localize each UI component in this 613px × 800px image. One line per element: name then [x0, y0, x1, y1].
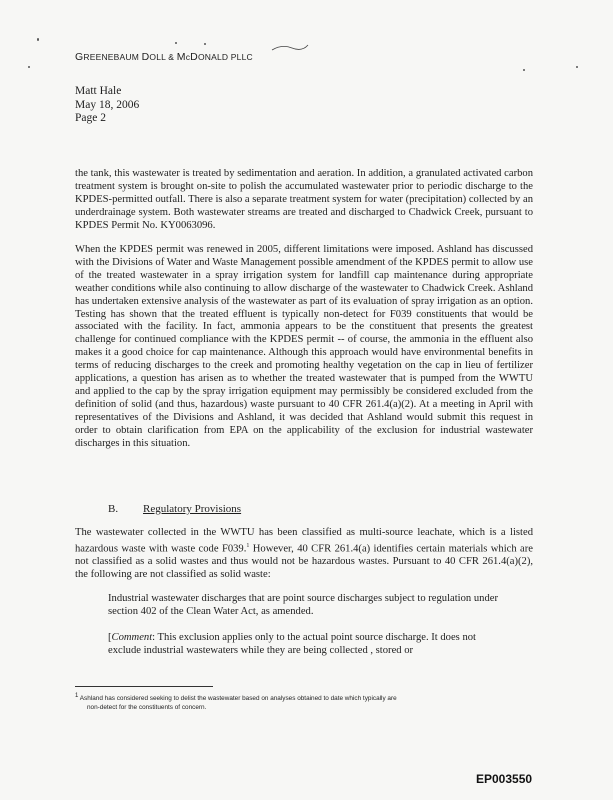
scan-speck	[28, 66, 30, 68]
bates-number: EP003550	[476, 772, 533, 786]
section-letter: B.	[108, 503, 119, 515]
letter-date: May 18, 2006	[75, 99, 140, 111]
paragraph-regulatory: The wastewater collected in the WWTU has been classified as multi-source leachate, which is a listed hazardous waste with waste code F039.$^1$ However, 40 CFR 261.4(a) identifies certain materials which are not classified as a solid wastes and thus would not be hazardous wastes. Pursuant to 40 CFR 261.4(a)(2), the following are not classified as solid waste:	[75, 527, 533, 581]
footnote: 1 Ashland has considered seeking to delist the wastewater based on analyses obtained to date which typically are non-detect for the constituents of concern.	[75, 693, 397, 711]
recipient-name: Matt Hale	[75, 85, 122, 97]
paragraph-kpdes-permit: When the KPDES permit was renewed in 2005, different limitations were imposed. Ashland has discussed with the Divisions of Water and Waste Management possible amendment of the KPDES permit to allow use of the treated wastewater in a spray irrigation system for landfill cap maintenance during appropriate weather conditions while also continuing to allow discharge of the wastewater to Chadwick Creek. Ashland has undertaken extensive analysis of the wastewater as part of its evaluation of spray irrigation as an option. Testing has shown that the treated effluent is typically non-detect for F039 constituents that would be associated with the facility. In fact, ammonia appears to be the constituent that presents the greatest challenge for continued compliance with the KPDES permit -- of course, the ammonia in the effluent also makes it a good choice for cap maintenance. Although this approach would have environmental benefits in terms of reducing discharges to the creek and promoting healthy vegetation on the cap in lieu of fertilizer applications, a question has arisen as to whether the treated wastewater that is pumped from the WWTU and applied to the cap by the spray irrigation equipment may permissibly be considered excluded from the definition of solid (and thus, hazardous) waste pursuant to 40 CFR 261.4(a)(2). At a meeting in April with representatives of the Divisions and Ashland, it was decided that Ashland would submit this request in order to obtain clarification from EPA on the applicability of the exclusion for industrial wastewater discharges in this situation.	[75, 244, 533, 449]
paragraph-treatment: the tank, this wastewater is treated by sedimentation and aeration. In addition, a granulated activated carbon treatment system is brought on-site to polish the accumulated wastewater prior to periodic discharge to the KPDES-permitted outfall. There is also a separate treatment system for water (precipitation) collected by an underdrainage system. Both wastewater streams are treated and discharged to Chadwick Creek, pursuant to KPDES Permit No. KY0063096.	[75, 168, 533, 231]
letterhead-firm-name: GREENEBAUM DOLL & McDONALD PLLC	[75, 51, 253, 63]
scan-speck	[204, 43, 206, 45]
footnote-divider	[75, 686, 213, 687]
pen-mark-icon	[270, 42, 310, 52]
footnote-ref: 1	[246, 542, 250, 549]
section-heading: Regulatory Provisions	[143, 503, 242, 515]
quoted-comment: [Comment: This exclusion applies only to the actual point source discharge. It does not exclude industrial wastewaters while they are being collected , stored or	[108, 632, 476, 656]
page-number: Page 2	[75, 112, 106, 124]
scan-speck	[175, 42, 177, 44]
scan-speck	[523, 69, 525, 71]
quoted-regulation: Industrial wastewater discharges that are point source discharges subject to regulation under section 402 of the Clean Water Act, as amended.	[108, 593, 498, 617]
scan-speck	[576, 66, 578, 68]
scan-speck	[37, 38, 39, 41]
